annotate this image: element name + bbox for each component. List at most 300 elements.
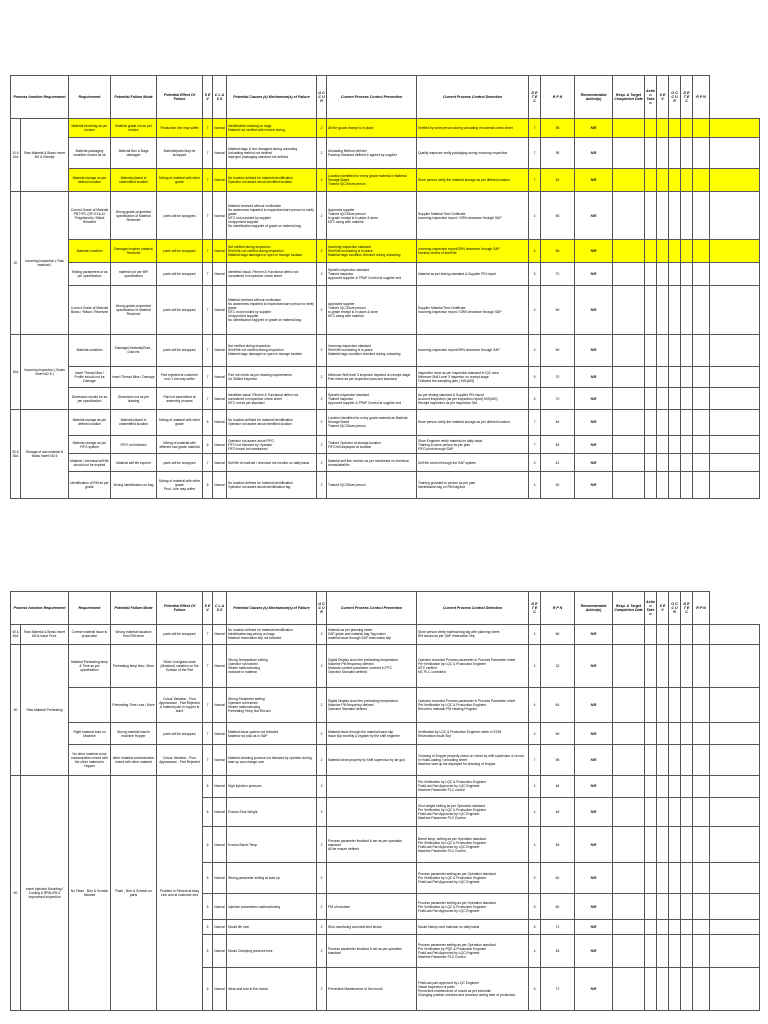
occurrence-cell: 2 (317, 410, 327, 436)
occurrence-cell: 2 (317, 471, 327, 498)
recommended-action-cell: N/R (575, 745, 613, 776)
requirement-cell (69, 688, 111, 723)
class-cell: Normal (213, 968, 227, 1011)
empty-cell (669, 191, 681, 239)
empty-cell (613, 191, 645, 239)
header-row (11, 592, 760, 625)
class-cell: Normal (213, 827, 227, 863)
requirement-cell: Material storage as per FIFO system (69, 435, 111, 454)
occurrence-cell: 2 (317, 435, 327, 454)
table-row (11, 137, 760, 168)
empty-cell (710, 410, 760, 436)
detection-cell: Store person verify the material storage as per defined location (417, 168, 529, 191)
header-occur: O C C U R (317, 76, 327, 119)
process-function: Raw Material & Brass Insert M2 & Receipt (21, 119, 69, 192)
empty-cell (681, 286, 693, 334)
header-sev-2: S E V (657, 76, 669, 119)
recommended-action-cell: N/R (575, 797, 613, 827)
empty-cell (657, 263, 669, 286)
header-requirement: Requirement (69, 592, 111, 625)
process-function: Raw Material & Brass Insert M2.6 Issue Prod. (21, 624, 69, 644)
empty-cell (669, 240, 681, 263)
empty-cell (657, 644, 669, 688)
empty-cell (681, 827, 693, 863)
class-cell: Normal (213, 119, 227, 138)
empty-cell (669, 388, 681, 410)
process-function: Incoming Inspection ( Raw material ) (21, 191, 69, 334)
detection-cell: Self life control through the SAP system (417, 454, 529, 472)
empty-cell (613, 723, 645, 745)
severity-cell: 6 (203, 827, 213, 863)
empty-cell (681, 968, 693, 1011)
failure-mode-cell: Preheating Time Less / More (111, 688, 157, 723)
rpn-cell: 56 (541, 334, 575, 366)
empty-cell (693, 968, 710, 1011)
requirement-cell: Material condition (69, 334, 111, 366)
empty-cell (645, 334, 657, 366)
empty-cell (710, 137, 760, 168)
class-cell: Normal (213, 644, 227, 688)
class-cell: Normal (213, 286, 227, 334)
effect-cell: Colour Variation , Poor Appearance , Part Rejected (157, 745, 203, 776)
empty-cell (710, 435, 760, 454)
empty-cell (669, 893, 681, 919)
table-row (11, 388, 760, 410)
class-cell: Normal (213, 334, 227, 366)
empty-cell (657, 240, 669, 263)
occurrence-cell: 2 (317, 624, 327, 644)
table-row (11, 775, 760, 797)
empty-cell (645, 191, 657, 239)
empty-cell (710, 624, 760, 644)
effect-cell: parts will be scrapped (157, 286, 203, 334)
cause-cell: High injection pressure (227, 775, 317, 797)
effect-cell: Mixing of material with other grade (157, 410, 203, 436)
severity-cell: 7 (203, 286, 213, 334)
class-cell: Normal (213, 935, 227, 968)
empty-cell (681, 745, 693, 776)
requirement-cell: Material storage as per defined location (69, 410, 111, 436)
empty-cell (613, 968, 645, 1011)
cause-cell: Mould Clamping pressure less (227, 935, 317, 968)
prevention-cell: Material issue through the material issue slip Issue slip monthly & register by the shift engineer (327, 723, 417, 745)
table-row (11, 334, 760, 366)
failure-mode-cell: Material placed in unidentified location (111, 168, 157, 191)
empty-cell (645, 968, 657, 1011)
prevention-cell: Process parameter finalized & set as per operation standard All be ensure defined (327, 827, 417, 863)
effect-cell: parts will be scrapped (157, 454, 203, 472)
empty-cell (669, 286, 681, 334)
empty-cell (693, 191, 710, 239)
prevention-cell (327, 775, 417, 797)
recommended-action-cell: N/R (575, 893, 613, 919)
empty-cell (645, 827, 657, 863)
detection-rating-cell: 4 (529, 334, 541, 366)
occurrence-cell: 2 (317, 454, 327, 472)
failure-mode-cell: Dimension not as per drawing (111, 388, 157, 410)
empty-cell (645, 920, 657, 935)
empty-cell (613, 624, 645, 644)
detection-cell: Material as per testing standard & Supplier PDI report (417, 263, 529, 286)
empty-cell (681, 119, 693, 138)
occurrence-cell: 2 (317, 863, 327, 894)
prevention-cell: Incoming inspection standard Shelf life monitoring is in place Material bags condition checked during unloading (327, 334, 417, 366)
detection-rating-cell: 4 (529, 191, 541, 239)
empty-cell (710, 797, 760, 827)
prevention-cell: Minimum Skill level 3 inspector deputed on receipt stage Part check as per inspection plan and standard (327, 366, 417, 388)
header-recommended-action: Recommended Action(s) (575, 592, 613, 625)
empty-cell (613, 893, 645, 919)
rpn-cell: 84 (541, 168, 575, 191)
detection-rating-cell: 6 (529, 968, 541, 1011)
detection-rating-cell: 5 (529, 893, 541, 919)
requirement-cell: Correct Grade of Material PBT+PC (GF-EX6-10 Polyphenols) / Black Resident (69, 191, 111, 239)
empty-cell (669, 119, 681, 138)
empty-cell (657, 745, 669, 776)
requirement-cell: Right material load on Machine (69, 723, 111, 745)
table-row (11, 410, 760, 436)
cause-cell: Injection parameters malfunctioning (227, 893, 317, 919)
detection-cell: Operator recorded Process parameter in Process Parameter sheet Per Verification by LQC & Production Engineer MTC verified MC PLC controlled (417, 644, 529, 688)
detection-rating-cell: 4 (529, 723, 541, 745)
empty-cell (645, 797, 657, 827)
empty-cell (681, 435, 693, 454)
class-cell: Normal (213, 454, 227, 472)
class-cell: Normal (213, 410, 227, 436)
severity-cell: 6 (203, 893, 213, 919)
cause-cell: No location defined for material identification Operator not aware about identification tag (227, 471, 317, 498)
occurrence-cell: 2 (317, 827, 327, 863)
detection-rating-cell: 4 (529, 688, 541, 723)
empty-cell (657, 168, 669, 191)
empty-cell (669, 723, 681, 745)
rpn-cell: 56 (541, 240, 575, 263)
empty-cell (693, 624, 710, 644)
empty-cell (657, 797, 669, 827)
empty-cell (710, 723, 760, 745)
header-sev: S E V (203, 592, 213, 625)
empty-cell (645, 471, 657, 498)
table-row (11, 435, 760, 454)
prevention-cell: Incoming inspection standard Shelf life monitoring is in place Material bags condition checked during unloading (327, 240, 417, 263)
empty-cell (645, 863, 657, 894)
detection-cell: Operator recorded Process parameter in Process Parameter sheet Per Verification by LQC & Production Engineer Record is maintain PM Heating Program (417, 688, 529, 723)
rpn-cell: 60 (541, 893, 575, 919)
rpn-cell: 42 (541, 454, 575, 472)
empty-cell (693, 893, 710, 919)
empty-cell (645, 240, 657, 263)
header-rpn: R P N (541, 592, 575, 625)
empty-cell (669, 334, 681, 366)
empty-cell (681, 168, 693, 191)
failure-mode-cell: Wrong material issuance from RM store (111, 624, 157, 644)
table-row (11, 119, 760, 138)
empty-cell (681, 240, 693, 263)
prevention-cell: Approved supplier Trained IQC/Store person to grade receipt is in place & store MTC along with material (327, 191, 417, 239)
header-resp-date: Resp. & Target Completion Date (613, 592, 645, 625)
rpn-cell: 72 (541, 920, 575, 935)
empty-cell (657, 454, 669, 472)
empty-cell (613, 827, 645, 863)
severity-cell: 6 (203, 797, 213, 827)
prevention-cell: PM of machine (327, 893, 417, 919)
empty-cell (681, 893, 693, 919)
requirement-cell: Insert Thread Miss / Profile should not be Damage (69, 366, 111, 388)
prevention-cell: Unloading Method defined Packing Standard defined & agreed by supplier (327, 137, 417, 168)
severity-cell: 7 (203, 388, 213, 410)
process-step-number: 50 (11, 644, 21, 775)
detection-cell: Supplier Material Test Certificate Incoming inspection report / GRN clearance through SAP (417, 286, 529, 334)
class-cell: Normal (213, 893, 227, 919)
recommended-action-cell: N/R (575, 935, 613, 968)
table-row (11, 240, 760, 263)
empty-cell (657, 688, 669, 723)
requirement-cell: No Flash , Burr & Scratch Allowed (69, 775, 111, 1010)
requirement-cell: Material receiving as per invoice (69, 119, 111, 138)
empty-cell (681, 935, 693, 968)
detection-rating-cell: 4 (529, 775, 541, 797)
empty-cell (669, 935, 681, 968)
cause-cell: No location defined for material identification Operator not aware about identified location (227, 410, 317, 436)
severity-cell: 6 (203, 968, 213, 1011)
empty-cell (669, 745, 681, 776)
cause-cell: Identified visual ,Fitment & Functional defect not considered in inspection check sheet MTC not as per standard (227, 388, 317, 410)
class-cell: Normal (213, 366, 227, 388)
fmea-table-1 (10, 75, 760, 499)
rpn-cell: 40 (541, 471, 575, 498)
header-resp-date: Resp. & Target Completion Date (613, 76, 645, 119)
detection-cell: Supplier Material Test Certificate Incoming inspection report / GRN clearance through SAP (417, 191, 529, 239)
detection-cell: Store person verify the material storage as per defined location. (417, 410, 529, 436)
empty-cell (710, 388, 760, 410)
process-function: Raw Material Preheating (21, 644, 69, 775)
occurrence-cell: 2 (317, 935, 327, 968)
empty-cell (693, 240, 710, 263)
requirement-cell: Identification of RM as per grade (69, 471, 111, 498)
effect-cell: parts will be scrapped (157, 334, 203, 366)
cause-cell: Material bags & box damaged during unloading Unloading method not defined Improper packaging standard not defined (227, 137, 317, 168)
detection-rating-cell: 3 (529, 454, 541, 472)
detection-rating-cell: 4 (529, 240, 541, 263)
detection-rating-cell: 4 (529, 797, 541, 827)
recommended-action-cell: N/R (575, 968, 613, 1011)
class-cell: Normal (213, 471, 227, 498)
detection-cell: First/Last part approved by LQC Engineer Visual inspection of parts Preventive maintenance of mould as per schedule Changing position checked and recorded during start of production (417, 968, 529, 1011)
detection-cell: Process parameter setting as per Operation standard Per Verification by LQC & Production Engineer First/Last Part Approved by LQC Engineer (417, 863, 529, 894)
empty-cell (693, 920, 710, 935)
fmea-table-2 (10, 591, 760, 1011)
class-cell: Normal (213, 920, 227, 935)
empty-cell (710, 454, 760, 472)
prevention-cell: All the goods receipt is in place (327, 119, 417, 138)
cause-cell: No location defined for material identification Operator not aware about identified location (227, 168, 317, 191)
empty-cell (645, 454, 657, 472)
failure-mode-cell: Preheating temp less / More (111, 644, 157, 688)
severity-cell: 7 (203, 366, 213, 388)
occurrence-cell: 2 (317, 745, 327, 776)
cause-cell: Excess Barrel Temp (227, 827, 317, 863)
prevention-cell (327, 863, 417, 894)
header-occur-2: O C C U R (669, 76, 681, 119)
empty-cell (645, 723, 657, 745)
occurrence-cell: 2 (317, 968, 327, 1011)
process-function: Incoming Inspection ( Brass Insert M2.6 ) (21, 334, 69, 409)
effect-cell: parts will be scrapped (157, 263, 203, 286)
rpn-cell: 64 (541, 688, 575, 723)
empty-cell (645, 119, 657, 138)
occurrence-cell: 2 (317, 286, 327, 334)
empty-cell (613, 775, 645, 797)
empty-cell (710, 893, 760, 919)
effect-cell: Production line may suffer (157, 119, 203, 138)
empty-cell (657, 723, 669, 745)
empty-cell (710, 775, 760, 797)
empty-cell (669, 263, 681, 286)
header-detection: Current Process Control Detection (417, 592, 529, 625)
prevention-cell: Material as per planning sheet SAP grade and material bag Tag match material issue through SAP reservation slip (327, 624, 417, 644)
effect-cell: Problem in Fitment at Assy Line and at customer end (157, 775, 203, 1010)
prevention-cell: Preventive Maintenance of the mould (327, 968, 417, 1011)
detection-rating-cell: 7 (529, 168, 541, 191)
prevention-cell: Location identified for every grade material as Material Storage Board Trained IQC/Store person (327, 410, 417, 436)
cause-cell: Identified visual ,Fitment & Functional defect not considered in inspection check sheet (227, 263, 317, 286)
header-detec-2: D E T E C (681, 592, 693, 625)
occurrence-cell: 2 (317, 388, 327, 410)
effect-cell: Silver Line/glass mark (Moisture) variation on the Surface of the Part (157, 644, 203, 688)
severity-cell: 7 (203, 688, 213, 723)
rpn-cell: 98 (541, 137, 575, 168)
occurrence-cell: 2 (317, 334, 327, 366)
prevention-cell: Trained Operator at storage location FIFO bill displayed at location (327, 435, 417, 454)
cause-cell: Not verified during inspection Shelf life not verified during inspection Material bags damaged or open in storage location (227, 240, 317, 263)
requirement-cell: Material condition (69, 240, 111, 263)
empty-cell (693, 644, 710, 688)
detection-cell: Verification by LQC & Production Engineer setter in EOM Reservation Issue Slip (417, 723, 529, 745)
empty-cell (710, 168, 760, 191)
header-rpn: R P N (541, 76, 575, 119)
rpn-cell: 84 (541, 435, 575, 454)
empty-cell (693, 935, 710, 968)
empty-cell (613, 435, 645, 454)
severity-cell: 7 (203, 137, 213, 168)
empty-cell (613, 471, 645, 498)
header-prevention: Current Process Control Prevention (327, 592, 417, 625)
prevention-cell: Shot monitoring and total shot stroke (327, 920, 417, 935)
empty-cell (693, 263, 710, 286)
empty-cell (693, 863, 710, 894)
recommended-action-cell: N/R (575, 827, 613, 863)
occurrence-cell: 2 (317, 263, 327, 286)
empty-cell (613, 334, 645, 366)
prevention-cell: Trained IQC/Store person (327, 471, 417, 498)
class-cell: Normal (213, 624, 227, 644)
process-function: Insert Injection Moulding / Cooling & RPAL/PA & Improvised Inspection (21, 775, 69, 1010)
empty-cell (657, 893, 669, 919)
empty-cell (710, 119, 760, 138)
header-occur: O C C U R (317, 592, 327, 625)
process-function: Storage of raw material & Brass Insert M2.6 (21, 410, 69, 499)
header-process-function: Process function Requirement (11, 592, 69, 625)
empty-cell (669, 644, 681, 688)
class-cell: Normal (213, 137, 227, 168)
table-row (11, 644, 760, 688)
failure-mode-cell: other material contamination mixed with other material (111, 745, 157, 776)
empty-cell (693, 723, 710, 745)
empty-cell (645, 644, 657, 688)
occurrence-cell: 2 (317, 920, 327, 935)
empty-cell (710, 263, 760, 286)
severity-cell: 5 (203, 471, 213, 498)
empty-cell (657, 435, 669, 454)
effect-cell: Mixing of material with other grade Prod. Line may suffer (157, 471, 203, 498)
header-cause: Potential Causes (s) Mechanism(s) of Failure (227, 76, 317, 119)
failure-mode-cell: Damaged Material(Rust , Dust etc (111, 334, 157, 366)
header-sev: S E V (203, 76, 213, 119)
prevention-cell: Material clean properly by Shift supervisor by air gun. (327, 745, 417, 776)
occurrence-cell: 2 (317, 644, 327, 688)
empty-cell (710, 688, 760, 723)
empty-cell (693, 688, 710, 723)
recommended-action-cell: N/R (575, 168, 613, 191)
severity-cell: 7 (203, 119, 213, 138)
class-cell: Normal (213, 723, 227, 745)
empty-cell (710, 968, 760, 1011)
recommended-action-cell: N/R (575, 366, 613, 388)
failure-mode-cell: Insert Thread Miss / Damage (111, 366, 157, 388)
empty-cell (710, 644, 760, 688)
header-recommended-action: Recommended Action(s) (575, 76, 613, 119)
cause-cell: Material received without verification No awareness imparted to inspection/store person to verify grade MTC not provided by supplier Unapproved supplier No identification tag/print of grade on material bag (227, 191, 317, 239)
prevention-cell: Specific inspection standard Trained inspector Approved supplier & PPAP Control at supplier end (327, 388, 417, 410)
header-action-taken: Action Taken (645, 592, 657, 625)
detection-cell: Store Engineer verify material on daily basis Training to store person as per plan FIFO point through SAP (417, 435, 529, 454)
detection-cell: As per testing standard & Supplier PDI report Account inspection (as per inspection report) MIS(AIS) Receipt inspection as per Inspection Std. (417, 388, 529, 410)
prevention-cell: Process parameter finalized & set as per operation standard (327, 935, 417, 968)
empty-cell (681, 797, 693, 827)
recommended-action-cell: N/R (575, 624, 613, 644)
empty-cell (613, 920, 645, 935)
rpn-cell: 56 (541, 723, 575, 745)
empty-cell (657, 775, 669, 797)
recommended-action-cell: N/R (575, 920, 613, 935)
detection-rating-cell: 7 (529, 137, 541, 168)
effect-cell: Material/parts May be scrapped (157, 137, 203, 168)
empty-cell (645, 624, 657, 644)
cause-cell: Material issue system not followed Material not pick as in SAP (227, 723, 317, 745)
empty-cell (669, 968, 681, 1011)
cause-cell: Identification missing on bags Material not verified with invoice during (227, 119, 317, 138)
empty-cell (669, 688, 681, 723)
header-detec: D E T E C (529, 76, 541, 119)
effect-cell: Mixing of material with other grade (157, 168, 203, 191)
failure-mode-cell: Wrong grade properties/ specification of Material Received (111, 286, 157, 334)
recommended-action-cell: N/R (575, 286, 613, 334)
occurrence-cell: 2 (317, 893, 327, 919)
empty-cell (657, 624, 669, 644)
header-effect: Potential Effect Of Failure (157, 76, 203, 119)
empty-cell (613, 240, 645, 263)
table-row (11, 454, 760, 472)
prevention-cell: Specific inspection standard Trained inspector Approved supplier & PPAP Control at supplier end (327, 263, 417, 286)
detection-cell: Verified by store person during unloading of material check sheet (417, 119, 529, 138)
empty-cell (710, 863, 760, 894)
empty-cell (613, 366, 645, 388)
detection-cell: Quality inspector verify packaging during incoming inspection (417, 137, 529, 168)
effect-cell: parts will be scrapped (157, 191, 203, 239)
empty-cell (669, 454, 681, 472)
class-cell: Normal (213, 263, 227, 286)
empty-cell (710, 827, 760, 863)
